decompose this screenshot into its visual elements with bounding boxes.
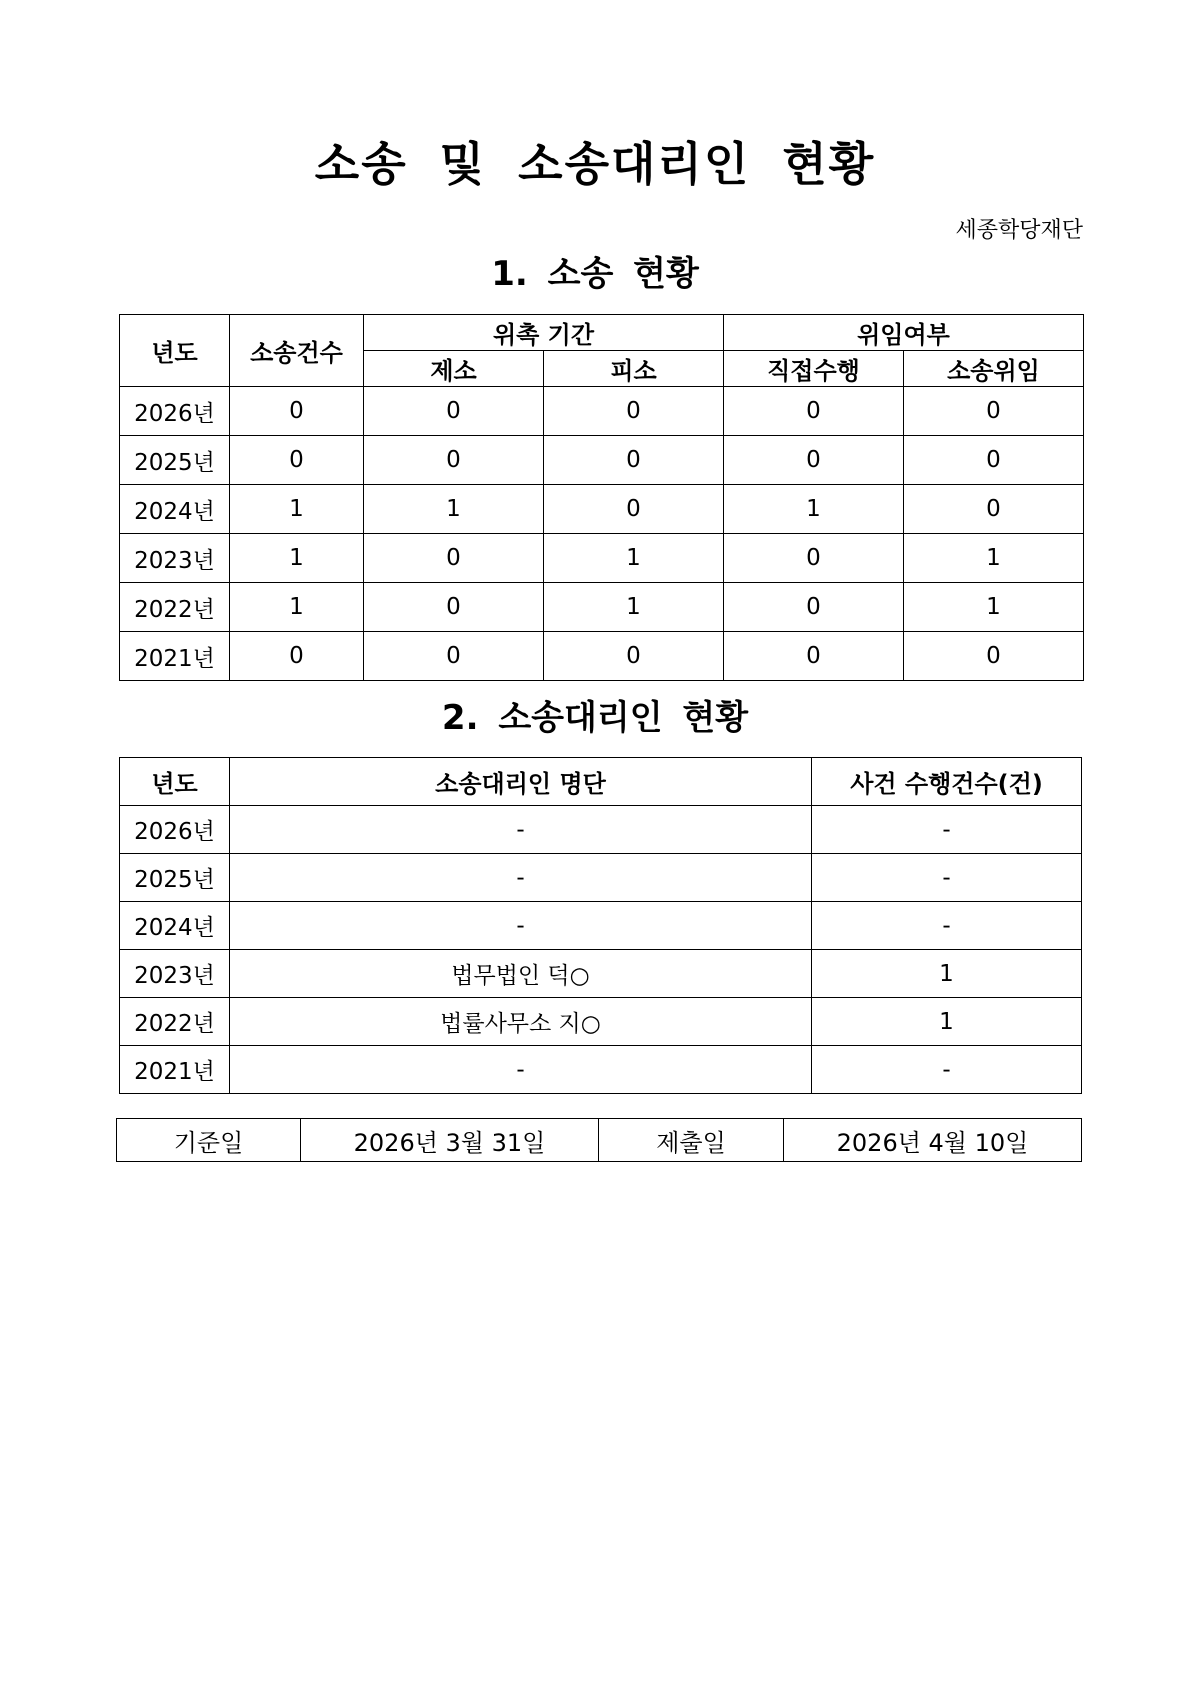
header-cases: 사건 수행건수(건) [812, 758, 1082, 806]
cell-direct: 0 [724, 436, 904, 485]
header-delegated: 소송위임 [904, 351, 1084, 387]
cell-direct: 0 [724, 387, 904, 436]
header-agents: 소송대리인 명단 [230, 758, 812, 806]
cell-cases: - [812, 902, 1082, 950]
table-row [120, 436, 1084, 485]
cell-agent: 법무법인 덕○ [230, 950, 812, 998]
header-year: 년도 [120, 315, 230, 387]
cell-defendant: 1 [544, 534, 724, 583]
cell-year: 2025년 [120, 854, 230, 902]
cell-delegated: 0 [904, 632, 1084, 681]
cell-year: 2021년 [120, 1046, 230, 1094]
cell-count: 1 [230, 534, 364, 583]
cell-year: 2021년 [120, 632, 230, 681]
table-row [120, 1046, 1082, 1094]
cell-count: 0 [230, 632, 364, 681]
cell-delegated: 0 [904, 436, 1084, 485]
base-date: 2026년 3월 31일 [301, 1119, 599, 1162]
cell-year: 2022년 [120, 583, 230, 632]
table-row [120, 854, 1082, 902]
cell-delegated: 0 [904, 485, 1084, 534]
header-count: 소송건수 [230, 315, 364, 387]
table-row [120, 485, 1084, 534]
cell-cases: 1 [812, 998, 1082, 1046]
cell-agent: - [230, 854, 812, 902]
litigation-agent-table [119, 757, 1082, 1094]
submit-date: 2026년 4월 10일 [784, 1119, 1082, 1162]
cell-cases: - [812, 1046, 1082, 1094]
cell-cases: 1 [812, 950, 1082, 998]
cell-year: 2023년 [120, 950, 230, 998]
cell-plaintiff: 0 [364, 534, 544, 583]
cell-year: 2026년 [120, 387, 230, 436]
table-row [120, 534, 1084, 583]
header-year: 년도 [120, 758, 230, 806]
cell-delegated: 0 [904, 387, 1084, 436]
cell-year: 2024년 [120, 485, 230, 534]
cell-plaintiff: 1 [364, 485, 544, 534]
cell-year: 2023년 [120, 534, 230, 583]
table-row [120, 632, 1084, 681]
cell-plaintiff: 0 [364, 436, 544, 485]
cell-count: 1 [230, 485, 364, 534]
table-row [120, 387, 1084, 436]
cell-direct: 0 [724, 534, 904, 583]
header-plaintiff: 제소 [364, 351, 544, 387]
litigation-status-table [119, 314, 1084, 681]
cell-direct: 0 [724, 583, 904, 632]
header-group-period: 위촉 기간 [364, 315, 724, 351]
section-heading-agents: 2. 소송대리인 현황 [441, 698, 749, 738]
cell-direct: 1 [724, 485, 904, 534]
cell-agent: - [230, 902, 812, 950]
cell-plaintiff: 0 [364, 632, 544, 681]
cell-defendant: 1 [544, 583, 724, 632]
cell-agent: 법률사무소 지○ [230, 998, 812, 1046]
cell-defendant: 0 [544, 485, 724, 534]
cell-cases: - [812, 854, 1082, 902]
cell-count: 0 [230, 436, 364, 485]
cell-agent: - [230, 806, 812, 854]
cell-count: 0 [230, 387, 364, 436]
table-row [120, 950, 1082, 998]
cell-plaintiff: 0 [364, 387, 544, 436]
table-row [120, 806, 1082, 854]
table-row [120, 902, 1082, 950]
header-group-delegation: 위임여부 [724, 315, 1084, 351]
organization-name: 세종학당재단 [955, 218, 1083, 243]
header-defendant: 피소 [544, 351, 724, 387]
submit-date-label: 제출일 [599, 1119, 784, 1162]
cell-defendant: 0 [544, 436, 724, 485]
cell-plaintiff: 0 [364, 583, 544, 632]
table-row [120, 998, 1082, 1046]
cell-agent: - [230, 1046, 812, 1094]
section-heading-litigation: 1. 소송 현황 [491, 254, 699, 294]
cell-direct: 0 [724, 632, 904, 681]
cell-delegated: 1 [904, 534, 1084, 583]
cell-cases: - [812, 806, 1082, 854]
page-title: 소송 및 소송대리인 현황 [314, 137, 876, 191]
cell-year: 2024년 [120, 902, 230, 950]
header-direct: 직접수행 [724, 351, 904, 387]
cell-year: 2022년 [120, 998, 230, 1046]
cell-year: 2026년 [120, 806, 230, 854]
cell-year: 2025년 [120, 436, 230, 485]
cell-delegated: 1 [904, 583, 1084, 632]
base-date-label: 기준일 [117, 1119, 301, 1162]
date-info-table [116, 1118, 1082, 1162]
cell-defendant: 0 [544, 387, 724, 436]
cell-defendant: 0 [544, 632, 724, 681]
table-row [120, 583, 1084, 632]
cell-count: 1 [230, 583, 364, 632]
